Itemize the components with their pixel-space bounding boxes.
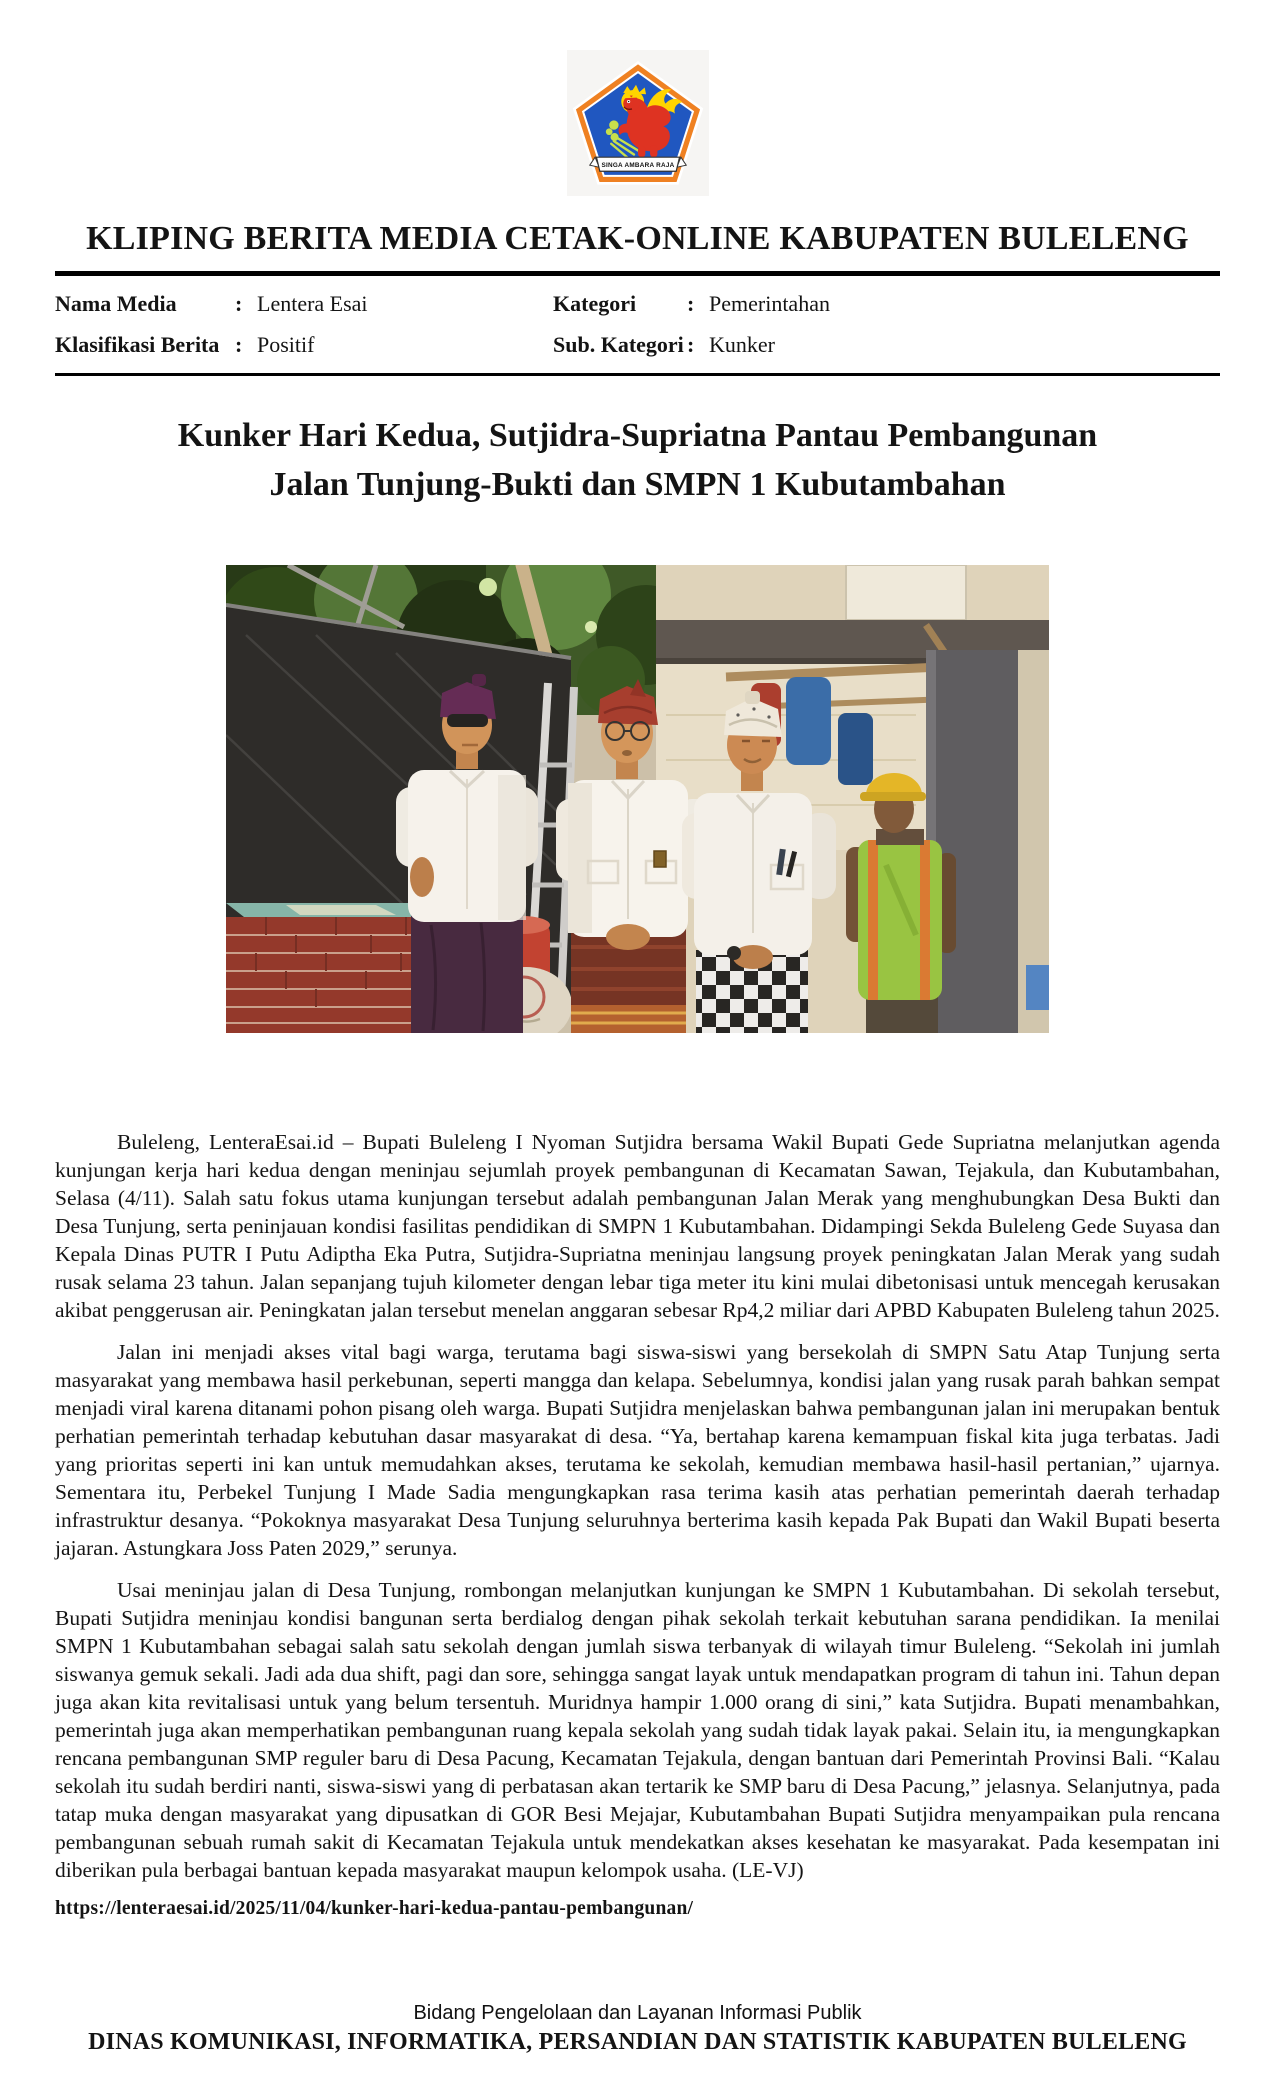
paragraph-3: Usai meninjau jalan di Desa Tunjung, rombongan melanjutkan kunjungan ke SMPN 1 Kubutambahan. Di sekolah tersebut, Bupati Sutjidra meninjau kondisi bangunan serta berdialog dengan pihak sekolah terkait kebutuhan sarana pendidikan. Ia menilai SMPN 1 Kubutambahan sebagai salah satu sekolah dengan jumlah siswa terbanyak di wilayah timur Buleleng. “Sekolah ini jumlah siswanya gemuk sekali. Jadi ada dua shift, pagi dan sore, sehingga sangat layak untuk mendapatkan program di tahun ini. Tahun depan juga akan kita revitalisasi untuk yang belum tersentuh. Muridnya hampir 1.000 orang di sini,” kata Sutjidra. Bupati menambahkan, pemerintah juga akan memperhatikan pembangunan ruang kepala sekolah yang sudah tidak layak pakai. Selain itu, ia mengungkapkan rencana pembangunan SMP reguler baru di Desa Pacung, Kecamatan Tejakula, dengan bantuan dari Pemerintah Provinsi Bali. “Kalau sekolah itu sudah berdiri nanti, siswa-siswi yang di perbatasan akan tertarik ke SMP baru di Desa Pacung,” jelasnya. Selanjutnya, pada tatap muka dengan masyarakat yang dipusatkan di GOR Besi Mejajar, Kubutambahan Bupati Sutjidra menyampaikan pula rencana pembangunan sebuah rumah sakit di Kecamatan Tejakula untuk mendekatkan akses kesehatan ke masyarakat. Pada kesempatan ini diberikan pula berbagai bantuan kepada masyarakat maupun kelompok usaha. (LE-VJ)	[55, 1578, 1220, 1882]
paragraph-2: Jalan ini menjadi akses vital bagi warga, terutama bagi siswa-siswi yang bersekolah di SMPN Satu Atap Tunjung serta masyarakat yang membawa hasil perkebunan, seperti mangga dan kelapa. Sebelumnya, kondisi jalan yang rusak parah bahkan sempat menjadi viral karena ditanami pohon pisang oleh warga. Bupati Sutjidra menjelaskan bahwa pembangunan jalan ini merupakan bentuk perhatian pemerintah terhadap kebutuhan dasar masyarakat di desa. “Ya, bertahap karena kemampuan fiskal kita juga terbatas. Jadi yang prioritas seperti ini kan untuk memudahkan akses, terutama ke sekolah, kemudian membawa hasil-hasil pertanian,” ujarnya. Sementara itu, Perbekel Tunjung I Made Sadia mengungkapkan rasa terima kasih atas perhatian pemerintah daerah terhadap infrastruktur desanya. “Pokoknya masyarakat Desa Tunjung seluruhnya berterima kasih kepada Pak Bupati dan Wakil Bupati beserta jajaran. Astungkara Joss Paten 2029,” serunya.	[55, 1340, 1220, 1560]
meta-value-nama-media: Lentera Esai	[257, 291, 368, 316]
article-photo	[226, 565, 1049, 1033]
meta-column-right	[553, 291, 1220, 358]
meta-column-left	[55, 291, 553, 358]
header-divider-bottom	[55, 373, 1220, 376]
meta-label-kategori: Kategori	[553, 291, 637, 316]
paragraph-1: Buleleng, LenteraEsai.id – Bupati Buleleng I Nyoman Sutjidra bersama Wakil Bupati Gede Supriatna melanjutkan agenda kunjungan kerja hari kedua dengan meninjau sejumlah proyek pembangunan di Kecamatan Sawan, Tejakula, dan Kubutambahan, Selasa (4/11). Salah satu fokus utama kunjungan tersebut adalah pembangunan Jalan Merak yang menghubungkan Desa Bukti dan Desa Tunjung, serta peninjauan kondisi fasilitas pendidikan di SMPN 1 Kubutambahan. Didampingi Sekda Buleleng Gede Suyasa dan Kepala Dinas PUTR I Putu Adiptha Eka Putra, Sutjidra-Supriatna meninjau langsung proyek peningkatan Jalan Merak yang sudah rusak selama 23 tahun. Jalan sepanjang tujuh kilometer dengan lebar tiga meter itu kini mulai dibetonisasi untuk mencegah kerusakan akibat penggerusan air. Peningkatan jalan tersebut menelan anggaran sebesar Rp4,2 miliar dari APBD Kabupaten Buleleng tahun 2025.	[55, 1130, 1220, 1322]
article-body	[55, 1128, 1220, 1884]
meta-label-sub-kategori: Sub. Kategori	[553, 332, 684, 357]
meta-colon: :	[687, 332, 695, 357]
meta-colon: :	[235, 291, 243, 316]
footer	[0, 2002, 1275, 2056]
meta-value-kategori: Pemerintahan	[709, 291, 830, 316]
article-title-line-1: Kunker Hari Kedua, Sutjidra-Supriatna Pantau Pembangunan	[177, 417, 1098, 454]
footer-division-name: Bidang Pengelolaan dan Layanan Informasi Publik	[413, 2002, 862, 2024]
meta-colon: :	[235, 332, 243, 357]
meta-row-kategori	[553, 291, 1220, 317]
meta-row-sub-kategori	[553, 332, 1220, 358]
document-title: KLIPING BERITA MEDIA CETAK-ONLINE KABUPATEN BULELENG	[86, 220, 1189, 257]
article-photo-illustration	[226, 565, 1049, 1033]
meta-table	[55, 276, 1220, 373]
meta-value-klasifikasi-berita: Positif	[257, 332, 315, 357]
article-title	[70, 411, 1205, 509]
meta-label-nama-media: Nama Media	[55, 291, 177, 316]
footer-agency-name: DINAS KOMUNIKASI, INFORMATIKA, PERSANDIAN DAN STATISTIK KABUPATEN BULELENG	[88, 2029, 1187, 2055]
source-url-link[interactable]: https://lenteraesai.id/2025/11/04/kunker-hari-kedua-pantau-pembangunan/	[55, 1898, 694, 1919]
buleleng-crest-icon	[571, 57, 705, 189]
crest-banner	[589, 157, 685, 171]
meta-row-klasifikasi-berita	[55, 332, 553, 358]
meta-label-klasifikasi-berita: Klasifikasi Berita	[55, 332, 220, 357]
meta-value-sub-kategori: Kunker	[709, 332, 775, 357]
article-title-line-2: Jalan Tunjung-Bukti dan SMPN 1 Kubutambahan	[269, 466, 1006, 503]
meta-colon: :	[687, 291, 695, 316]
crest-banner-text: SINGA AMBARA RAJA	[600, 162, 675, 170]
buleleng-crest-logo	[567, 50, 709, 196]
meta-row-nama-media	[55, 291, 553, 317]
